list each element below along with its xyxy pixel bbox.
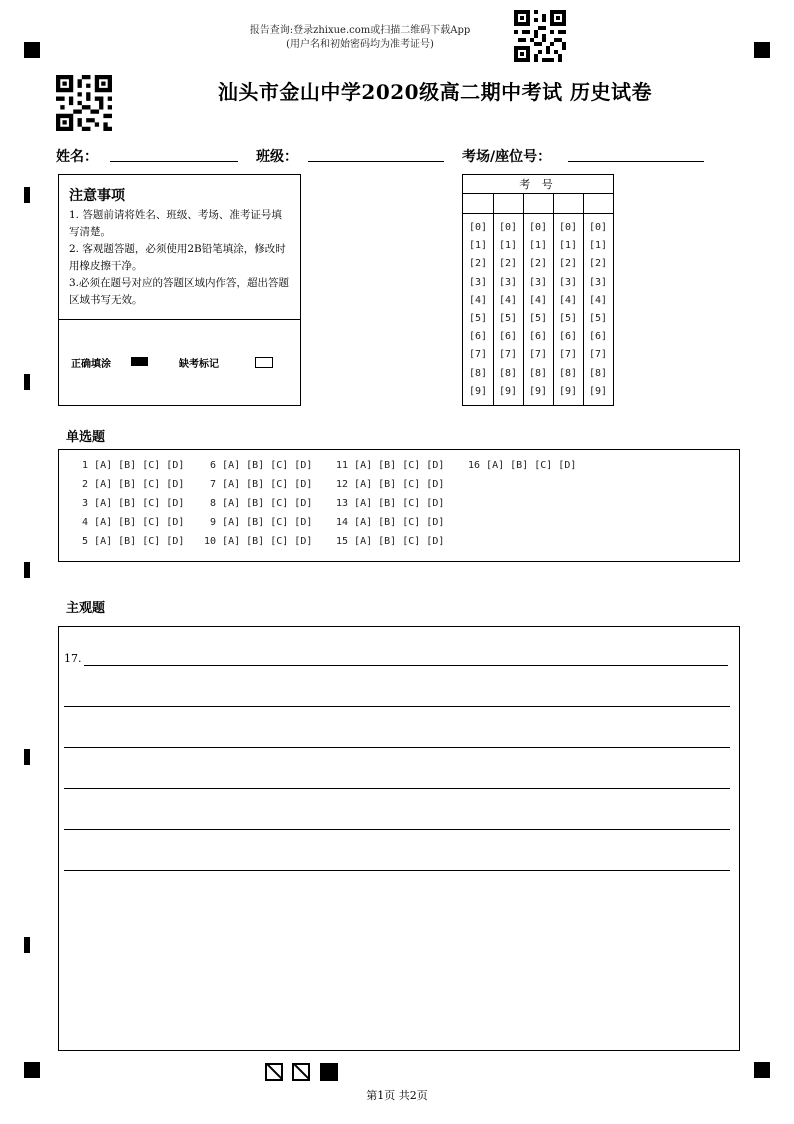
choice-row[interactable]: 6 [A] [B] [C] [D] (204, 460, 313, 471)
exam-digit-bubble[interactable]: [5] (558, 313, 578, 325)
answer-line[interactable] (64, 870, 730, 871)
single-choice-title: 单选题 (66, 430, 106, 445)
exam-digit-bubble[interactable]: [0] (498, 222, 518, 233)
exam-digit-bubble[interactable]: [8] (558, 367, 578, 379)
choice-row[interactable]: 3 [A] [B] [C] [D] (76, 498, 185, 509)
timing-mark (24, 749, 30, 765)
exam-digit-bubble[interactable]: [4] (558, 294, 578, 306)
choice-row[interactable]: 4 [A] [B] [C] [D] (76, 517, 185, 528)
class-label: 班级： (256, 149, 298, 165)
exam-number-column[interactable] (496, 219, 520, 401)
answer-line[interactable] (64, 706, 730, 707)
exam-digit-bubble[interactable]: [6] (588, 331, 608, 343)
exam-digit-bubble[interactable]: [5] (588, 313, 608, 325)
grid-col-divider (493, 193, 494, 405)
correct-fill-label: 正确填涂 (71, 359, 111, 370)
answer-line[interactable] (64, 788, 730, 789)
exam-digit-bubble[interactable]: [9] (528, 385, 548, 397)
exam-digit-bubble[interactable]: [2] (528, 258, 548, 270)
notice-heading: 注意事项 (69, 188, 125, 204)
choice-row[interactable]: 16 [A] [B] [C] [D] (468, 460, 577, 471)
page-marker-crossed (292, 1063, 310, 1081)
exam-digit-bubble[interactable]: [0] (468, 222, 488, 233)
choice-row[interactable]: 7 [A] [B] [C] [D] (204, 479, 313, 490)
qr-code-icon (514, 10, 566, 62)
exam-number-grid (462, 174, 614, 406)
notice-divider (59, 319, 300, 320)
page-number: 第1页 共2页 (366, 1089, 428, 1102)
exam-digit-bubble[interactable]: [3] (498, 276, 518, 288)
timing-mark (24, 937, 30, 953)
choice-row[interactable]: 8 [A] [B] [C] [D] (204, 498, 313, 509)
seat-field[interactable] (568, 161, 704, 162)
exam-digit-bubble[interactable]: [0] (588, 222, 608, 233)
exam-digit-bubble[interactable]: [3] (588, 276, 608, 288)
answer-line[interactable] (84, 665, 728, 666)
exam-digit-bubble[interactable]: [4] (588, 294, 608, 306)
timing-mark (24, 187, 30, 203)
correct-fill-sample (131, 357, 148, 366)
report-query-line1: 报告查询:登录zhixue.com或扫描二维码下载App (249, 25, 471, 36)
page-marker-crossed (265, 1063, 283, 1081)
exam-digit-bubble[interactable]: [3] (558, 276, 578, 288)
exam-digit-bubble[interactable]: [6] (498, 331, 518, 343)
choice-row[interactable]: 12 [A] [B] [C] [D] (336, 479, 445, 490)
exam-digit-bubble[interactable]: [7] (558, 349, 578, 361)
exam-number-column[interactable] (526, 219, 550, 401)
exam-digit-bubble[interactable]: [2] (498, 258, 518, 270)
exam-digit-bubble[interactable]: [0] (528, 222, 548, 233)
exam-digit-bubble[interactable]: [4] (468, 294, 488, 306)
choice-row[interactable]: 9 [A] [B] [C] [D] (204, 517, 313, 528)
answer-line[interactable] (64, 829, 730, 830)
exam-digit-bubble[interactable]: [2] (468, 258, 488, 270)
timing-mark (24, 374, 30, 390)
choice-row[interactable]: 14 [A] [B] [C] [D] (336, 517, 445, 528)
absent-mark-checkbox[interactable] (255, 357, 273, 368)
name-field[interactable] (110, 161, 238, 162)
exam-digit-bubble[interactable]: [3] (528, 276, 548, 288)
report-query-line2: (用户名和初始密码均为准考证号) (286, 39, 434, 50)
exam-digit-bubble[interactable]: [2] (588, 258, 608, 270)
exam-digit-bubble[interactable]: [6] (468, 331, 488, 343)
notice-item: 3.必须在题号对应的答题区域内作答，超出答题区域书写无效。 (69, 277, 290, 306)
grid-col-divider (583, 193, 584, 405)
notice-list (69, 207, 290, 309)
choice-row[interactable]: 5 [A] [B] [C] [D] (76, 536, 185, 547)
question-17-label: 17. (64, 652, 82, 665)
class-field[interactable] (308, 161, 444, 162)
grid-divider (463, 193, 613, 194)
exam-digit-bubble[interactable]: [9] (558, 385, 578, 397)
exam-digit-bubble[interactable]: [8] (498, 367, 518, 379)
qr-code-icon (56, 75, 112, 131)
exam-digit-bubble[interactable]: [3] (468, 276, 488, 288)
exam-digit-bubble[interactable]: [7] (528, 349, 548, 361)
exam-digit-bubble[interactable]: [8] (588, 367, 608, 379)
grid-divider (463, 213, 613, 214)
corner-mark-top-right (754, 42, 770, 58)
exam-digit-bubble[interactable]: [7] (498, 349, 518, 361)
notice-box (58, 174, 301, 406)
exam-digit-bubble[interactable]: [6] (528, 331, 548, 343)
choice-row[interactable]: 1 [A] [B] [C] [D] (76, 460, 185, 471)
grid-col-divider (553, 193, 554, 405)
exam-digit-bubble[interactable]: [6] (558, 331, 578, 343)
exam-digit-bubble[interactable]: [1] (588, 240, 608, 252)
exam-digit-bubble[interactable]: [9] (498, 385, 518, 397)
exam-digit-bubble[interactable]: [5] (528, 313, 548, 325)
page-marker-filled (320, 1063, 338, 1081)
exam-digit-bubble[interactable]: [7] (468, 349, 488, 361)
corner-mark-top-left (24, 42, 40, 58)
exam-title: 汕头市金山中学2020级高二期中考试 历史试卷 (217, 80, 653, 104)
choice-row[interactable]: 10 [A] [B] [C] [D] (204, 536, 313, 547)
exam-digit-bubble[interactable]: [5] (498, 313, 518, 325)
seat-label: 考场/座位号： (462, 149, 552, 165)
exam-number-column[interactable] (586, 219, 610, 401)
exam-digit-bubble[interactable]: [8] (468, 367, 488, 379)
exam-digit-bubble[interactable]: [1] (498, 240, 518, 252)
notice-item: 1. 答题前请将姓名、班级、考场、准考证号填写清楚。 (69, 209, 282, 238)
name-label: 姓名： (56, 149, 98, 165)
absent-mark-label: 缺考标记 (179, 359, 219, 370)
exam-number-column[interactable] (466, 219, 490, 401)
exam-digit-bubble[interactable]: [4] (498, 294, 518, 306)
subjective-title: 主观题 (66, 601, 106, 616)
grid-col-divider (523, 193, 524, 405)
notice-item: 2. 客观题答题，必须使用2B铅笔填涂，修改时用橡皮擦干净。 (69, 243, 286, 272)
exam-digit-bubble[interactable]: [9] (468, 385, 488, 397)
exam-number-header: 考 号 (519, 178, 557, 191)
exam-digit-bubble[interactable]: [1] (468, 240, 488, 252)
exam-digit-bubble[interactable]: [2] (558, 258, 578, 270)
exam-digit-bubble[interactable]: [0] (558, 222, 578, 233)
exam-digit-bubble[interactable]: [1] (528, 240, 548, 252)
exam-digit-bubble[interactable]: [4] (528, 294, 548, 306)
choice-row[interactable]: 15 [A] [B] [C] [D] (336, 536, 445, 547)
report-query-notice (200, 24, 520, 52)
exam-digit-bubble[interactable]: [5] (468, 313, 488, 325)
answer-line[interactable] (64, 747, 730, 748)
exam-number-column[interactable] (556, 219, 580, 401)
exam-digit-bubble[interactable]: [9] (588, 385, 608, 397)
timing-mark (24, 562, 30, 578)
choice-row[interactable]: 2 [A] [B] [C] [D] (76, 479, 185, 490)
exam-digit-bubble[interactable]: [7] (588, 349, 608, 361)
corner-mark-bottom-right (754, 1062, 770, 1078)
subjective-answer-box (58, 626, 740, 1051)
exam-digit-bubble[interactable]: [1] (558, 240, 578, 252)
corner-mark-bottom-left (24, 1062, 40, 1078)
exam-digit-bubble[interactable]: [8] (528, 367, 548, 379)
choice-row[interactable]: 13 [A] [B] [C] [D] (336, 498, 445, 509)
choice-row[interactable]: 11 [A] [B] [C] [D] (336, 460, 445, 471)
